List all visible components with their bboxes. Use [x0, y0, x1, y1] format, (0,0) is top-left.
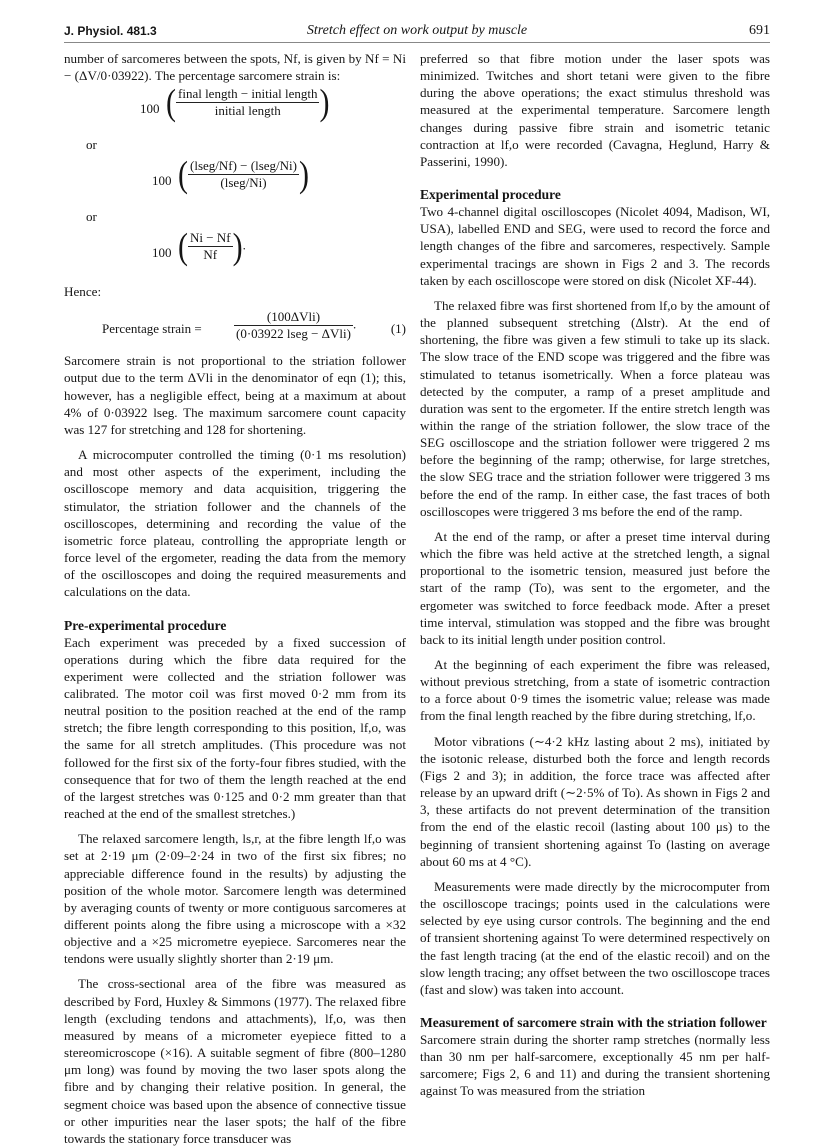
vibrations-paragraph: Motor vibrations (∼4·2 kHz lasting about 2 ms), initiated by the isotonic release, disturbed both the force and length records (Figs 2 and 3); in addition, the force trace was affected after release by an upward drift (∼2·5% of To). As shown in Figs 2 and 3, these artifacts do not prevent determination of the transition from the end of the elastic recoil (lasting about 100 μs) to the beginning of transient shortening against To (lasting on average about 60 ms at 4 °C). — [420, 733, 770, 869]
eq4-lhs: Percentage strain = — [102, 321, 202, 337]
equation-strain-segments: 100 ( $\frac{\text{(lseg/Nf) − (lseg/Ni)}}{\text{(lseg/Ni)}}$ ) — [152, 153, 309, 195]
page-number: 691 — [749, 23, 770, 38]
sarcomere-length-paragraph: The relaxed sarcomere length, ls,r, at the fibre length lf,o was set at 2·19 μm (2·09–2·24 in two of the first six fibres; no appreciable difference found in the results) by adjusting the position of the whole motor. Sarcomere length was determined by averaging counts of twenty or more contiguous sarcomeres at different points along the fibre using a microscope with a ×32 objective and a ×25 micrometre eyepiece. Sarcomeres near the tendons were usually slightly shorter than 2·19 μm. — [64, 831, 406, 967]
eq4-numerator: (100ΔVli) — [234, 309, 353, 326]
microcomputer-paragraph: A microcomputer controlled the timing (0·1 ms resolution) and most other aspects of the experiment, including the oscilloscope memory and data acquisition, triggering the stimulator, the striation follower and the channels of the oscilloscopes, determining and recording the value of the isometric force plateau, controlling the appropriate length or force level of the ergometer, reading the data from the memory of the oscilloscopes and doing the required measurements and calculations on the data. — [64, 447, 406, 600]
oscilloscopes-paragraph: Two 4-channel digital oscilloscopes (Nicolet 4094, Madison, WI, USA), labelled END and SEG, were used to record the force and length changes of the fibre and sarcomeres, respectively. Sample experimental tracings are shown in Figs 2 and 3. The records taken by each oscilloscope were stored on disk (Nicolet XF-44). — [420, 204, 770, 288]
eq2-numerator: (lseg/Nf) − (lseg/Ni) — [190, 158, 297, 174]
running-title: Stretch effect on work output by muscle — [306, 23, 528, 38]
eq4-denominator: (0·03922 lseg − ΔVli) — [236, 326, 351, 342]
or-label: or — [86, 209, 97, 225]
equation-strain-lengths: 100 ( $\frac{\text{final length − initial length}}{\text{initial length}}$ ) — [140, 81, 330, 123]
measurements-paragraph: Measurements were made directly by the microcomputer from the oscilloscope tracings; points used in the calculations were selected by eye using cursor controls. The beginning and the end of transient shortening against To were determined respectively on the fast length tracing (at the end of the elastic recoil) and on the slow length tracing; any offset between the two oscilloscope traces (fast and slow) was taken into account. — [420, 878, 770, 997]
intro-paragraph: number of sarcomeres between the spots, Nf, is given by Nf = Ni − (ΔV/0·03922). The percentage sarcomere strain is: — [64, 51, 406, 84]
strain-paragraph: Sarcomere strain is not proportional to the striation follower output due to the term ΔVli in the denominator of eqn (1); this, however, has a negligible effect, being at a maximum at about 4% of 0·03922 lseg. The maximum sarcomere count capacity was 127 for stretching and 128 for shortening. — [64, 353, 406, 437]
eq3-coefficient: 100 — [152, 245, 172, 261]
continued-paragraph: preferred so that fibre motion under the laser spots was minimized. Twitches and short tetani were given to the fibre during the above operations; the exact stimulus threshold was measured at the experimental temperature. Sarcomere length changes during passive fibre strain and isometric tetanic contraction at lf,o were recorded (Cavagna, Heglund, Harry & Passerini, 1990). — [420, 51, 770, 169]
or-label: or — [86, 137, 97, 153]
eq3-denominator: Nf — [203, 247, 218, 263]
equation-strain-counts: 100 ( $\frac{Ni - Nf}{Nf}$ ). — [152, 225, 246, 267]
section-heading-pre-experimental: Pre-experimental procedure — [64, 617, 227, 633]
eq2-coefficient: 100 — [152, 173, 172, 189]
striation-paragraph: Sarcomere strain during the shorter ramp stretches (normally less than 30 nm per half-sarcomere, exceptionally 45 nm per half-sarcomere; Figs 2, 6 and 11) and during the transient shortening against To was measured from the striation — [420, 1031, 770, 1099]
cross-section-paragraph: The cross-sectional area of the fibre was measured as described by Ford, Huxley & Simmons (1977). The relaxed fibre length (excluding tendons and attachments), lf,o, was then measured by means of a micrometer eyepiece fitted to a stereomicroscope (×16). A suitable segment of fibre (800–1280 μm long) was found by moving the two laser spots along the fibre and by changing their relative position. In general, the segment choice was based upon the absence of connective tissue or other impurities near the laser spots; the half of the fibre towards the stationary force transducer was — [64, 976, 406, 1146]
page-header — [64, 24, 770, 43]
equation-number: (1) — [390, 321, 406, 337]
eq3-numerator: Ni − Nf — [190, 230, 231, 246]
section-heading-experimental: Experimental procedure — [420, 187, 561, 203]
right-column — [420, 50, 770, 1100]
eq1-numerator: final length − initial length — [178, 86, 318, 102]
eq2-denominator: (lseg/Ni) — [220, 175, 267, 191]
pre-procedure-paragraph: Each experiment was preceded by a fixed succession of operations during which the fibre data required for the experiment were collected and the striation follower was calibrated. The motor coil was first moved 0·2 mm from its neutral position to the position reached at the end of the ramp stretch; the fibre length corresponding to this position, lf,o, was the same for all stretch amplitudes. (This procedure was not followed for the first six of the forty-four fibres studied, with the consequence that for two of them the length reached at the end of the largest stretches was 0·125 and 0·2 mm greater than that reached at the end of the smallest stretches.) — [64, 634, 406, 822]
release-paragraph: At the beginning of each experiment the fibre was released, without previous stretching, from a state of isometric contraction to a force about 0·9 times the isometric value; release was made from the final length reached by the fibre during stretching, lf,o. — [420, 657, 770, 724]
section-heading-measurement: Measurement of sarcomere strain with the striation follower — [420, 1014, 767, 1030]
hence-label: Hence: — [64, 284, 102, 300]
eq1-denominator: initial length — [214, 103, 281, 119]
ramp-end-paragraph: At the end of the ramp, or after a preset time interval during which the fibre was held active at the stretched length, a signal proportional to the isometric tension, measured just before the start of the ramp (To), was sent to the ergometer, and the ergometer was switched to force feedback mode. After a preset time interval, stimulation was stopped and the fibre was brought back to its initial length under position control. — [420, 528, 770, 647]
left-column — [64, 50, 406, 1147]
journal-reference: J. Physiol. 481.3 — [64, 24, 157, 38]
eq1-coefficient: 100 — [140, 101, 160, 117]
shortening-paragraph: The relaxed fibre was first shortened from lf,o by the amount of the planned subsequent stretching (Δlstr). At the end of shortening, the fibre was given a few stimuli to take up its slack. The slow trace of the END scope was triggered and the fibre was stimulated to tetanus isometrically. When a force plateau was detected by the computer, a ramp of a preset amplitude and duration was sent to the ergometer. If the entire stretch length was within the range of the striation follower, the slow trace of the SEG oscilloscope and the striation follower were triggered 2 ms before the beginning of the ramp; otherwise, for large stretches, the slow SEG trace and the striation follower were triggered 3 ms before the end of the ramp. In either case, the fast traces of both oscilloscopes were triggered 3 ms before the end of the ramp. — [420, 297, 770, 519]
equation-1: Percentage strain = $\frac{\text{(100ΔVli)}}{\text{(0·03922 lseg − ΔVli)}}$ . (1) — [102, 309, 406, 342]
